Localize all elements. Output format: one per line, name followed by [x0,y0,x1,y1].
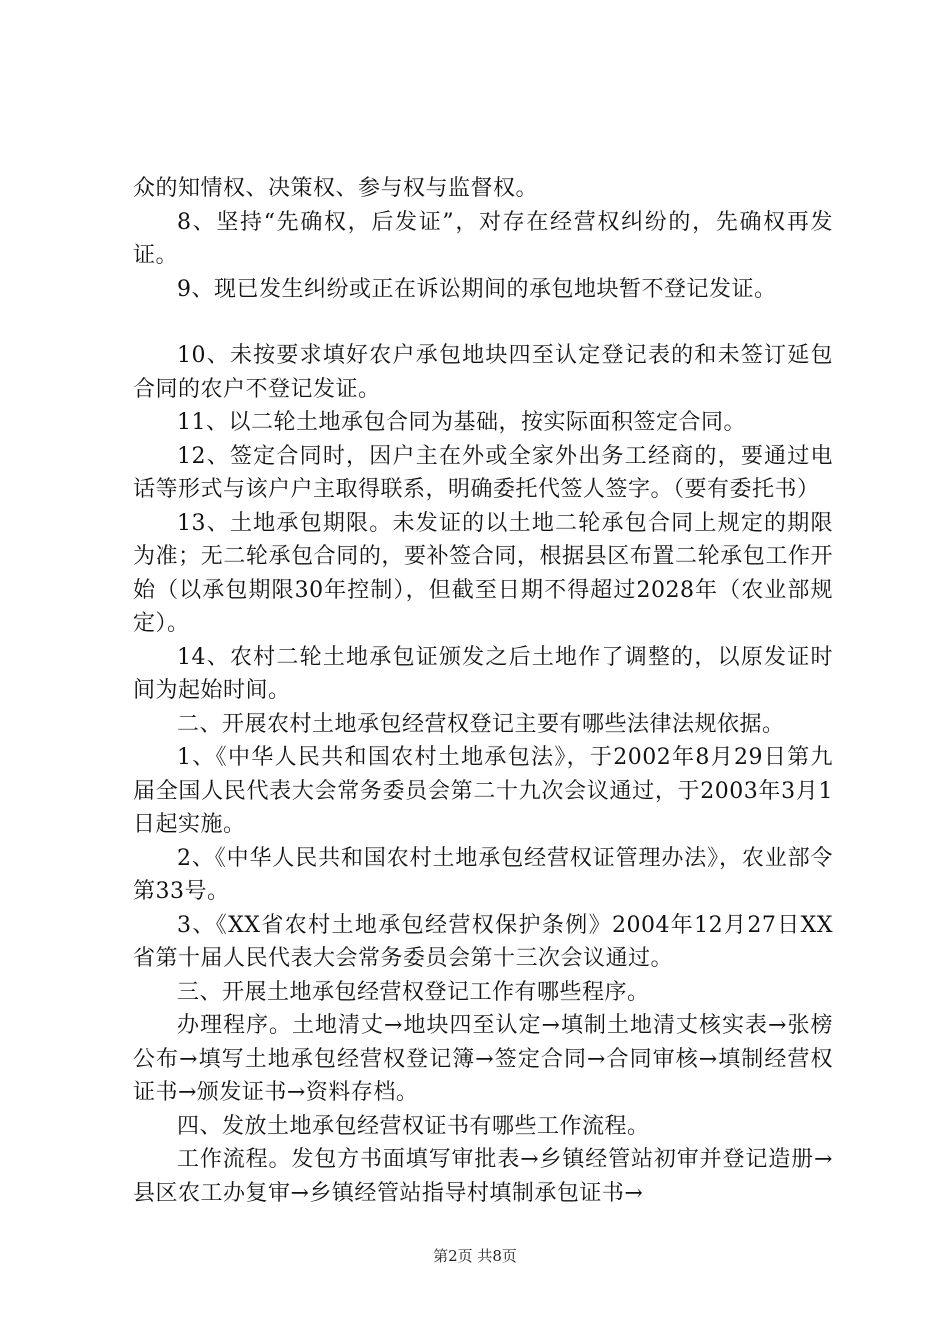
paragraph-workflow: 工作流程。发包方书面填写审批表→乡镇经管站初审并登记造册→县区农工办复审→乡镇经管站指导村填制承包证书→ [133,1147,833,1206]
paragraph-law-3: 3、《XX省农村土地承包经营权保护条例》2004年12月27日XX省第十届人民代表大会常务委员会第十三次会议通过。 [133,912,833,971]
paragraph-law-1: 1、《中华人民共和国农村土地承包法》，于2002年8月29日第九届全国人民代表大会常务委员会第二十九次会议通过，于2003年3月1日起实施。 [133,745,833,837]
paragraph-item-14: 14、农村二轮土地承包证颁发之后土地作了调整的，以原发证时间为起始时间。 [133,644,833,703]
paragraph-continuation: 众的知情权、决策权、参与权与监督权。 [133,176,539,201]
paragraph-item-8: 8、坚持“先确权，后发证”，对存在经营权纠纷的，先确权再发证。 [133,209,833,268]
paragraph-item-13: 13、土地承包期限。未发证的以土地二轮承包合同上规定的期限为准；无二轮承包合同的，要补签合同，根据县区布置二轮承包工作开始（以承包期限30年控制），但截至日期不得超过2028年（农业部规定）。 [133,510,833,636]
paragraph-procedure: 办理程序。土地清丈→地块四至认定→填制土地清丈核实表→张榜公布→填写土地承包经营权登记簿→签定合同→合同审核→填制经营权证书→颁发证书→资料存档。 [133,1013,833,1105]
paragraph-item-9: 9、现已发生纠纷或正在诉讼期间的承包地块暂不登记发证。 [177,276,777,302]
paragraph-item-11: 11、以二轮土地承包合同为基础，按实际面积签定合同。 [177,410,746,435]
paragraph-item-10: 10、未按要求填好农户承包地块四至认定登记表的和未签订延包合同的农户不登记发证。 [133,343,833,402]
document-body [133,172,833,1210]
section-heading-3: 三、开展土地承包经营权登记工作有哪些程序。 [177,979,650,1005]
section-heading-4: 四、发放土地承包经营权证书有哪些工作流程。 [177,1113,650,1139]
page-number-footer: 第2页 共8页 [433,1247,517,1265]
paragraph-item-12: 12、签定合同时，因户主在外或全家外出务工经商的，要通过电话等形式与该户户主取得联系，明确委托代签人签字。（要有委托书） [133,443,833,502]
paragraph-law-2: 2、《中华人民共和国农村土地承包经营权证管理办法》，农业部令第33号。 [133,845,833,904]
section-heading-2: 二、开展农村土地承包经营权登记主要有哪些法律法规依据。 [177,711,785,737]
